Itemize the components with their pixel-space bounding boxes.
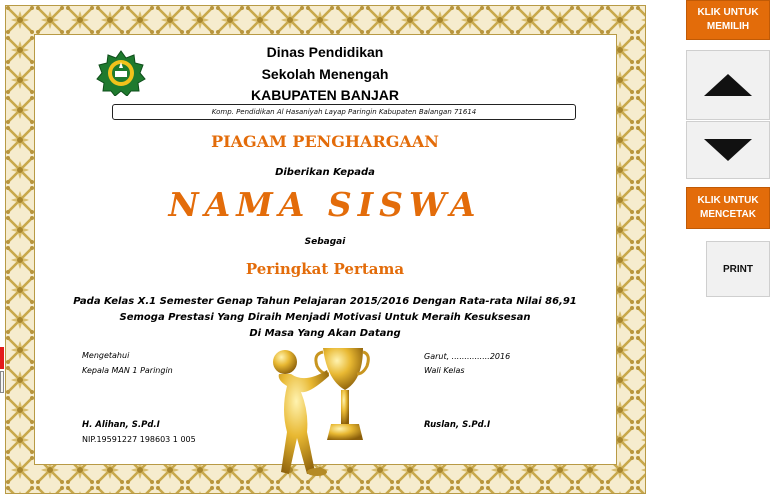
scroll-up-button[interactable]	[686, 50, 770, 120]
address-box: Komp. Pendidikan Al Hasaniyah Layap Paringin Kabupaten Balangan 71614	[112, 104, 576, 120]
given-to-label: Diberikan Kepada	[275, 167, 375, 178]
ministry-emblem-icon	[95, 50, 147, 96]
rank-text: Peringkat Pertama	[245, 260, 405, 278]
left-sign-line-2: Kepala MAN 1 Paringin	[82, 366, 173, 375]
institution-line-2: Sekolah Menengah	[261, 66, 389, 82]
triangle-up-icon	[703, 73, 753, 97]
body-line-2: Semoga Prestasi Yang Diraih Menjadi Motivasi Untuk Meraih Kesuksesan	[119, 312, 531, 323]
institution-line-3: KABUPATEN BANJAR	[250, 87, 400, 103]
trophy-figure-icon	[265, 340, 370, 480]
body-line-3: Di Masa Yang Akan Datang	[249, 328, 401, 339]
right-sign-line-1: Garut, ...............2016	[424, 352, 511, 361]
body-line-1: Pada Kelas X.1 Semester Genap Tahun Pelajaran 2015/2016 Dengan Rata-rata Nilai 86,91	[73, 296, 577, 307]
print-button[interactable]	[706, 241, 770, 297]
right-sign-line-2: Wali Kelas	[424, 366, 465, 375]
left-sign-nip: NIP.19591227 198603 1 005	[82, 435, 196, 444]
print-button-label: PRINT	[723, 263, 753, 275]
institution-line-1: Dinas Pendidikan	[266, 44, 384, 60]
left-edge-marks	[0, 347, 4, 393]
side-panel	[651, 0, 771, 499]
student-name: NAMA SISWA	[168, 185, 482, 224]
triangle-down-icon	[703, 138, 753, 162]
select-button[interactable]: KLIK UNTUK MEMILIH	[686, 0, 770, 40]
left-sign-name: H. Alihan, S.Pd.I	[82, 420, 160, 430]
left-sign-line-1: Mengetahui	[82, 351, 130, 360]
certificate-title: PIAGAM PENGHARGAAN	[211, 132, 439, 151]
print-prompt-button[interactable]: KLIK UNTUK MENCETAK	[686, 187, 770, 229]
scroll-down-button[interactable]	[686, 121, 770, 179]
right-sign-name: Ruslan, S.Pd.I	[424, 420, 491, 430]
as-label: Sebagai	[304, 237, 346, 247]
